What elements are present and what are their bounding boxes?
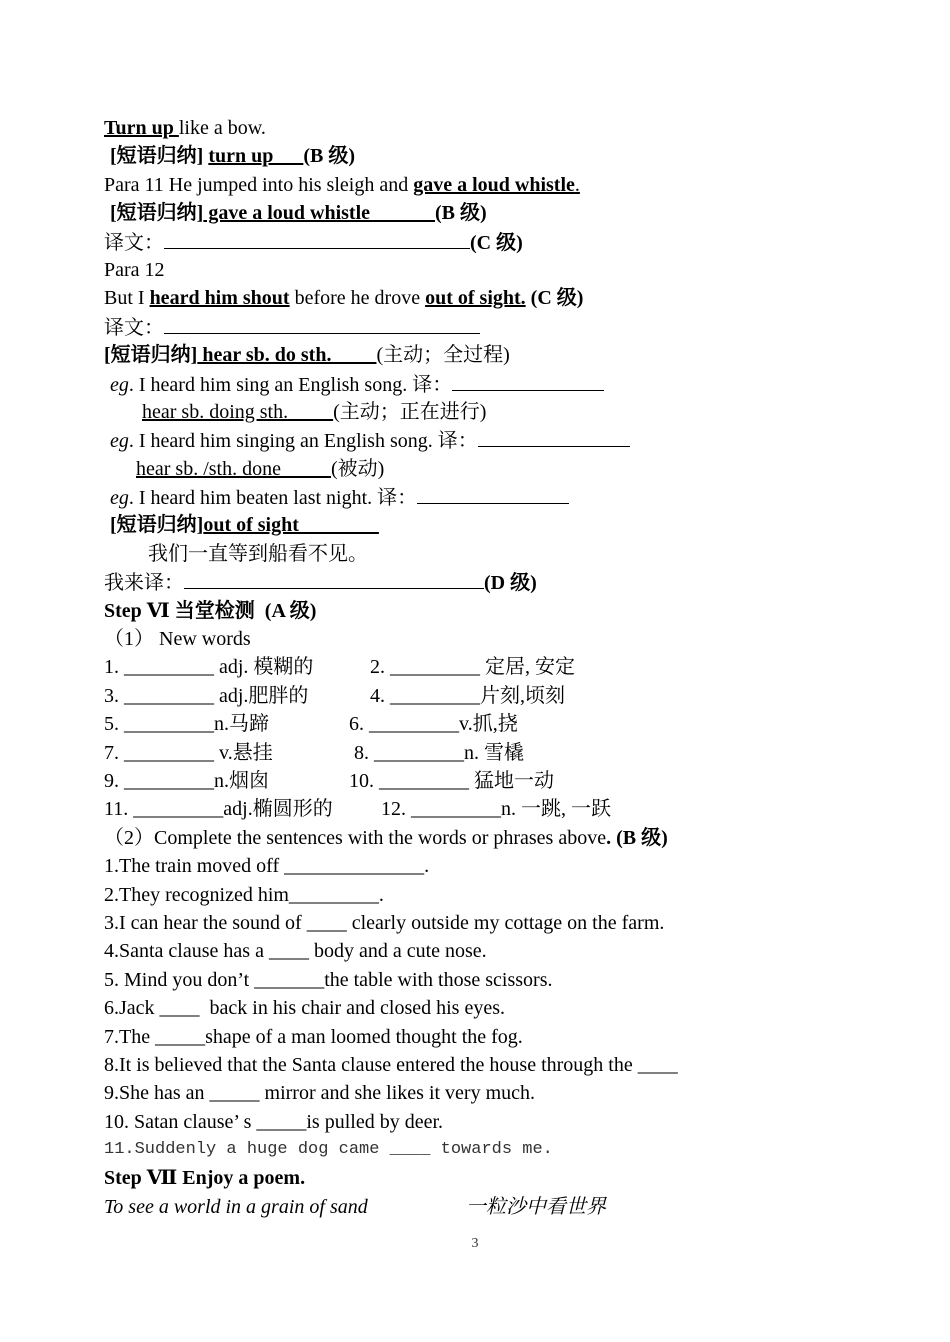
poem-line: To see a world in a grain of sand 一粒沙中看世界 [104,1195,606,1218]
complete-heading: （2）Complete the sentences with the words or phrases above. (B 级) [104,826,668,849]
sentence-item: 10. Satan clause’ s _____is pulled by deer. [104,1110,444,1133]
word-row: 1. _________ adj. 模糊的 2. _________ 定居, 安定 [104,656,575,679]
word-row: 9. _________n.烟囱 10. _________ 猛地一动 [104,769,554,792]
answer-blank[interactable] [478,426,630,447]
sentence-item: 4.Santa clause has a ____ body and a cute nose. [104,940,487,963]
sentence-item: 6.Jack ____ back in his chair and closed his eyes. [104,997,506,1020]
para-12-label: Para 12 [104,258,165,281]
answer-blank[interactable] [164,228,470,249]
step-7-heading: Step Ⅶ Enjoy a poem. [104,1167,306,1190]
sentence-item: 9.She has an _____ mirror and she likes it very much. [104,1082,536,1105]
word-row: 5. _________n.马蹄 6. _________v.抓,挠 [104,713,518,736]
chinese-sentence: 我们一直等到船看不见。 [148,542,368,565]
example-hear-singing: eg. I heard him singing an English song. 译： [104,426,864,454]
step-6-heading: Step Ⅵ 当堂检测 (A 级) [104,599,317,622]
sentence-item: 7.The _____shape of a man loomed thought the fog. [104,1025,523,1048]
sentence-item: 5. Mind you don’t _______the table with those scissors. [104,968,553,991]
para-11: Para 11 He jumped into his sleigh and gave a loud whistle. [104,173,580,196]
line-turn-up: Turn up like a bow. [104,117,266,139]
answer-blank[interactable] [164,313,480,334]
example-hear-sing: eg. I heard him sing an English song. 译： [104,370,864,398]
word-row: 11. _________adj.椭圆形的 12. _________n. 一跳, 一跃 [104,798,611,821]
new-words-heading: （1） New words [104,628,251,651]
answer-blank[interactable] [184,568,484,589]
sentence-item: 1.The train moved off ______________. [104,855,430,878]
answer-blank[interactable] [417,483,569,504]
sentence-item: 11.Suddenly a huge dog came ____ towards me. [104,1140,553,1160]
word-row: 3. _________ adj.肥胖的 4. _________片刻,顷刻 [104,684,565,707]
phrase-summary-out-of-sight: [短语归纳]out of sight [110,514,379,537]
sentence-item: 8.It is believed that the Santa clause entered the house through the ____ [104,1053,678,1076]
translation-line-1: 译文： (C 级) [104,228,864,256]
word-row: 7. _________ v.悬挂 8. _________n. 雪橇 [104,741,524,764]
worksheet-page [104,114,864,1221]
para-12-sentence: But I heard him shout before he drove out of sight. (C 级) [104,287,584,310]
translation-line-2: 译文： [104,313,864,341]
phrase-summary-hear-do: [短语归纳] hear sb. do sth. (主动；全过程) [104,344,510,367]
phrase-summary-turn-up: [短语归纳] turn up (B 级) [110,145,356,168]
sentence-item: 2.They recognized him_________. [104,883,384,906]
phrase-summary-whistle: [短语归纳] gave a loud whistle (B 级) [110,202,487,225]
my-translation: 我来译： (D 级) [104,568,864,596]
phrase-hear-done: hear sb. /sth. done (被动) [136,457,385,480]
page-number: 3 [471,1236,479,1251]
example-hear-beaten: eg. I heard him beaten last night. 译： [104,483,864,511]
sentence-item: 3.I can hear the sound of ____ clearly outside my cottage on the farm. [104,911,665,934]
phrase-hear-doing: hear sb. doing sth. (主动；正在进行) [142,400,487,423]
answer-blank[interactable] [452,370,604,391]
